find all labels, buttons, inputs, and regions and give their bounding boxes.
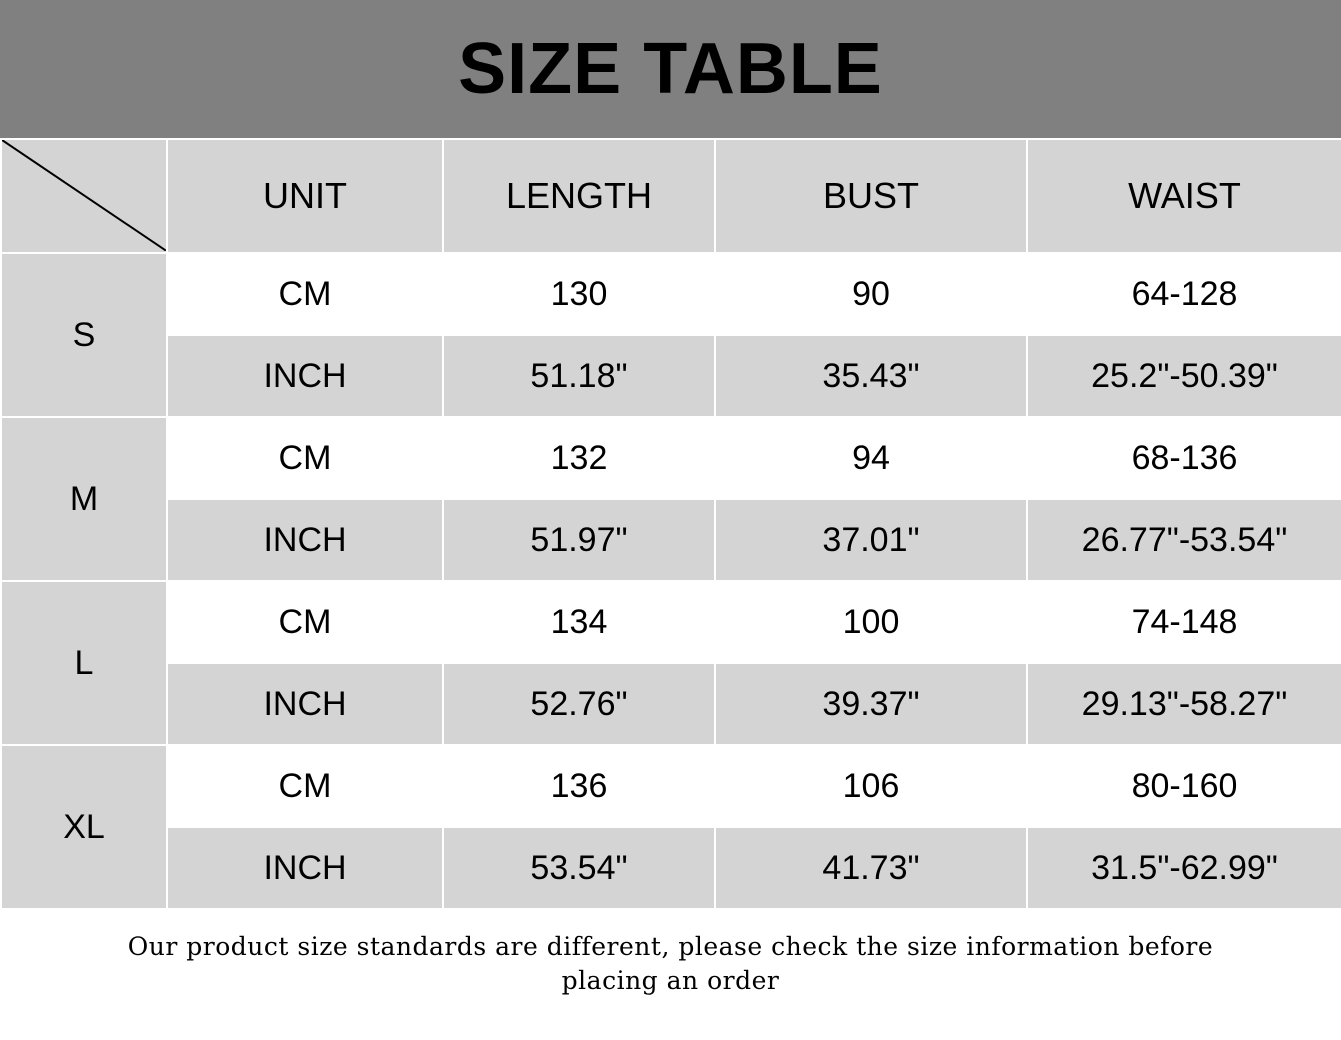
- diagonal-divider-icon: [2, 140, 166, 251]
- cell-bust: 100: [715, 581, 1027, 663]
- table-row: [1, 499, 1341, 581]
- cell-unit: CM: [167, 253, 443, 335]
- cell-unit: CM: [167, 745, 443, 827]
- cell-length: 132: [443, 417, 715, 499]
- cell-bust: 35.43": [715, 335, 1027, 417]
- cell-bust: 41.73": [715, 827, 1027, 909]
- table-row: [1, 745, 1341, 827]
- column-header-waist: WAIST: [1027, 139, 1341, 253]
- column-header-unit: UNIT: [167, 139, 443, 253]
- cell-length: 51.18": [443, 335, 715, 417]
- cell-length: 130: [443, 253, 715, 335]
- cell-unit: INCH: [167, 499, 443, 581]
- size-label-s: S: [1, 253, 167, 417]
- table-header-row: [1, 139, 1341, 253]
- cell-unit: INCH: [167, 827, 443, 909]
- table-row: [1, 253, 1341, 335]
- cell-waist: 74-148: [1027, 581, 1341, 663]
- size-note: [0, 910, 1341, 1008]
- cell-unit: INCH: [167, 335, 443, 417]
- size-note-line-2: placing an order: [561, 965, 780, 995]
- cell-bust: 37.01": [715, 499, 1027, 581]
- size-label-m: M: [1, 417, 167, 581]
- column-header-bust: BUST: [715, 139, 1027, 253]
- cell-bust: 94: [715, 417, 1027, 499]
- size-label-xl: XL: [1, 745, 167, 909]
- cell-unit: CM: [167, 417, 443, 499]
- cell-waist: 80-160: [1027, 745, 1341, 827]
- cell-waist: 68-136: [1027, 417, 1341, 499]
- cell-waist: 25.2"-50.39": [1027, 335, 1341, 417]
- corner-cell: [1, 139, 167, 253]
- cell-unit: CM: [167, 581, 443, 663]
- cell-bust: 39.37": [715, 663, 1027, 745]
- cell-waist: 29.13"-58.27": [1027, 663, 1341, 745]
- table-row: [1, 417, 1341, 499]
- cell-unit: INCH: [167, 663, 443, 745]
- cell-waist: 64-128: [1027, 253, 1341, 335]
- page-title: SIZE TABLE: [458, 29, 883, 109]
- table-row: [1, 663, 1341, 745]
- size-note-line-1: Our product size standards are different, please check the size information before: [127, 932, 1214, 961]
- cell-bust: 90: [715, 253, 1027, 335]
- table-row: [1, 335, 1341, 417]
- cell-length: 136: [443, 745, 715, 827]
- cell-length: 134: [443, 581, 715, 663]
- title-bar: [0, 0, 1341, 138]
- cell-waist: 31.5"-62.99": [1027, 827, 1341, 909]
- table-row: [1, 581, 1341, 663]
- cell-waist: 26.77"-53.54": [1027, 499, 1341, 581]
- size-table: [0, 138, 1341, 910]
- cell-length: 51.97": [443, 499, 715, 581]
- cell-length: 52.76": [443, 663, 715, 745]
- size-label-l: L: [1, 581, 167, 745]
- table-row: [1, 827, 1341, 909]
- cell-length: 53.54": [443, 827, 715, 909]
- column-header-length: LENGTH: [443, 139, 715, 253]
- cell-bust: 106: [715, 745, 1027, 827]
